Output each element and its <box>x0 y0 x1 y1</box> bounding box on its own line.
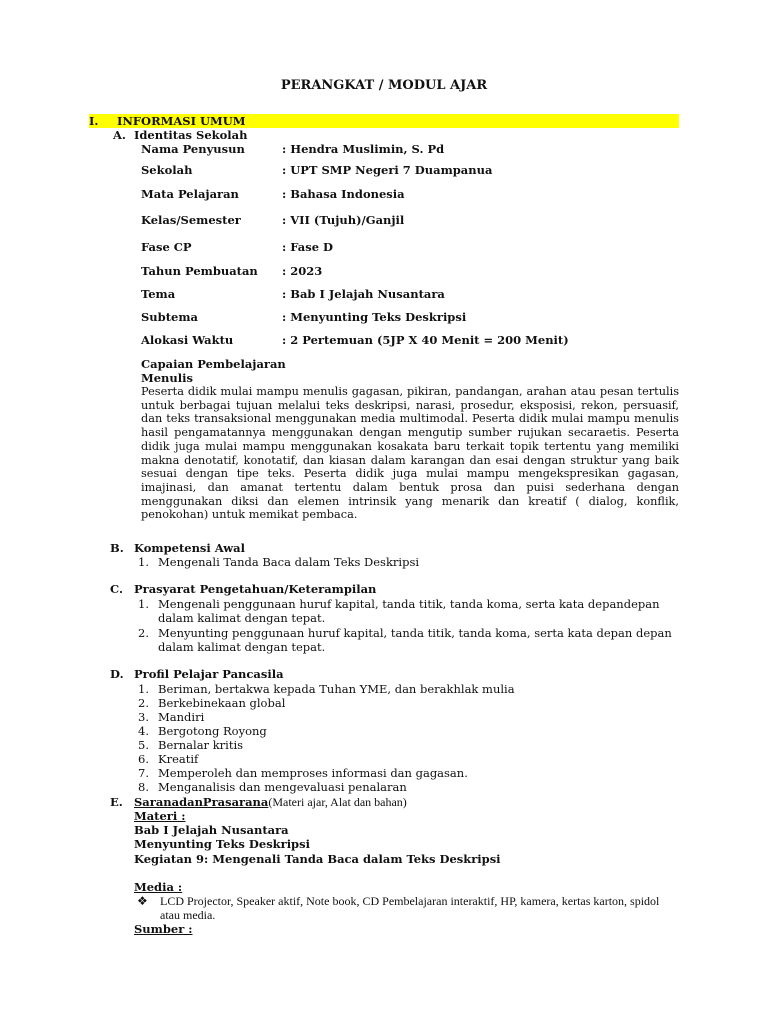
document-title: PERANGKAT / MODUL AJAR <box>280 78 488 93</box>
list-number: 6. <box>138 752 149 766</box>
list-item: Kreatif <box>158 752 199 766</box>
capaian-paragraph: Peserta didik mulai mampu menulis gagasan, pikiran, pandangan, arahan atau pesan tertulis untuk berbagai tujuan melalui teks deskripsi, narasi, prosedur, eksposisi, rekon, persuasif, dan teks transaksional menggunakan media multimodal. Peserta didik mulai mampu menulis hasil pengamatannya menggunakan dengan mengutip sumber rujukan secaraetis. Peserta didik juga mulai mampu menggunakan kosakata baru terkait topik tertentu yang memiliki makna denotatif, konotatif, dan kiasan dalam karangan dan esai dengan struktur yang baik sesuai dengan tipe teks. Peserta didik juga mulai mampu mengekspresikan gagasan, imajinasi, dan amanat tertentu dalam bentuk prosa dan puisi sederhana dengan menggunakan diksi dan elemen intrinsik yang menarik dan kreatif ( dialog, konflik, penokohan) untuk memikat pembaca. <box>141 385 679 522</box>
capaian-heading: Capaian Pembelajaran <box>141 357 286 371</box>
section-e-title <box>134 795 407 810</box>
list-number: 2. <box>138 696 149 710</box>
list-item: Mandiri <box>158 710 205 724</box>
list-item: Memperoleh dan memproses informasi dan gagasan. <box>158 766 468 780</box>
list-item: Menyunting penggunaan huruf kapital, tanda titik, tanda koma, serta kata depan depan dalam kalimat dengan tepat. <box>158 626 672 654</box>
media-label: Media : <box>134 880 183 894</box>
list-number: 1. <box>138 555 149 569</box>
list-item: Bernalar kritis <box>158 738 244 752</box>
list-item: Beriman, bertakwa kepada Tuhan YME, dan berakhlak mulia <box>158 682 515 696</box>
identity-value: : UPT SMP Negeri 7 Duampanua <box>282 163 493 177</box>
list-number: 3. <box>138 710 149 724</box>
list-number: 1. <box>138 682 149 696</box>
section-d-title: Profil Pelajar Pancasila <box>134 667 284 681</box>
identity-value: : Bab I Jelajah Nusantara <box>282 287 445 301</box>
materi-line: Menyunting Teks Deskripsi <box>134 837 310 851</box>
identity-label: Mata Pelajaran <box>141 187 239 201</box>
materi-line: Kegiatan 9: Mengenali Tanda Baca dalam Teks Deskripsi <box>134 852 501 866</box>
section-e-title-note: (Materi ajar, Alat dan bahan) <box>268 795 407 809</box>
identity-value: : 2023 <box>282 264 323 278</box>
identity-label: Kelas/Semester <box>141 213 241 227</box>
diamond-bullet-icon: ❖ <box>137 894 148 908</box>
list-number: 4. <box>138 724 149 738</box>
identity-value: : VII (Tujuh)/Ganjil <box>282 213 405 227</box>
section-c-letter: C. <box>110 582 123 596</box>
sumber-label: Sumber : <box>134 922 193 936</box>
identity-label: Nama Penyusun <box>141 142 245 156</box>
list-item: Berkebinekaan global <box>158 696 286 710</box>
media-text: LCD Projector, Speaker aktif, Note book, CD Pembelajaran interaktif, HP, kamera, kertas karton, spidol atau media. <box>160 894 660 922</box>
identity-value: : Bahasa Indonesia <box>282 187 405 201</box>
identity-label: Subtema <box>141 310 198 324</box>
identity-label: Alokasi Waktu <box>141 333 234 347</box>
materi-label: Materi : <box>134 809 186 823</box>
section-a-title: Identitas Sekolah <box>134 128 248 142</box>
section-b-title: Kompetensi Awal <box>134 541 245 555</box>
identity-label: Tema <box>141 287 176 301</box>
list-number: 7. <box>138 766 149 780</box>
section-a-letter: A. <box>113 128 126 142</box>
section-b-letter: B. <box>110 541 124 555</box>
list-item: Menganalisis dan mengevaluasi penalaran <box>158 780 407 794</box>
list-number: 1. <box>138 597 149 611</box>
section-e-letter: E. <box>110 795 123 809</box>
section-c-title: Prasyarat Pengetahuan/Keterampilan <box>134 582 377 596</box>
materi-line: Bab I Jelajah Nusantara <box>134 823 289 837</box>
identity-value: : 2 Pertemuan (5JP X 40 Menit = 200 Menit) <box>282 333 569 347</box>
list-number: 2. <box>138 626 149 640</box>
list-item: Mengenali penggunaan huruf kapital, tanda titik, tanda koma, serta kata depandepan dalam kalimat dengan tepat. <box>158 597 660 625</box>
section-i-number: I. <box>89 114 99 128</box>
list-item: Bergotong Royong <box>158 724 267 738</box>
identity-value: : Hendra Muslimin, S. Pd <box>282 142 445 156</box>
list-number: 5. <box>138 738 149 752</box>
section-e-title-main: SaranadanPrasarana <box>134 795 269 809</box>
identity-value: : Menyunting Teks Deskripsi <box>282 310 467 324</box>
section-i-title: INFORMASI UMUM <box>117 114 246 128</box>
identity-value: : Fase D <box>282 240 334 254</box>
identity-label: Tahun Pembuatan <box>141 264 258 278</box>
section-d-letter: D. <box>110 667 124 681</box>
identity-label: Fase CP <box>141 240 192 254</box>
capaian-subheading: Menulis <box>141 371 193 385</box>
list-number: 8. <box>138 780 149 794</box>
identity-label: Sekolah <box>141 163 193 177</box>
list-item: Mengenali Tanda Baca dalam Teks Deskripsi <box>158 555 420 569</box>
